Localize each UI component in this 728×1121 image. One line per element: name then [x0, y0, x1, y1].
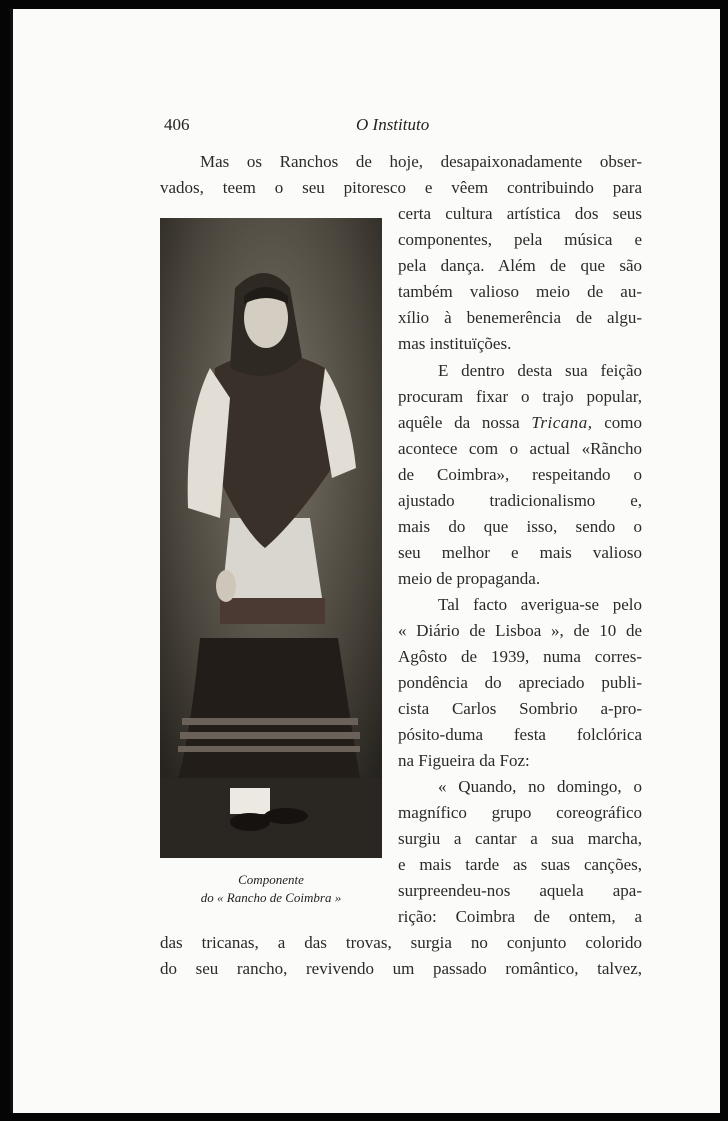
text-line: rição: Coimbra de ontem, a: [398, 907, 642, 926]
paragraph-3: [398, 592, 642, 774]
text-line: Agôsto de 1939, numa corres-: [398, 647, 642, 666]
text-line: componentes, pela música e: [398, 230, 642, 249]
text-fragment: aquêle da nossa: [398, 413, 532, 432]
text-line: na Figueira da Foz:: [398, 751, 530, 770]
text-line: ajustado tradicionalismo e,: [398, 491, 642, 510]
scanned-page: [10, 9, 720, 1113]
text-line: [398, 410, 642, 436]
portrait-photograph: [160, 218, 382, 858]
paragraph-1: [160, 149, 642, 201]
text-line: cista Carlos Sombrio a-pro-: [398, 699, 642, 718]
text-line: das tricanas, a das trovas, surgia no conjunto colorido: [160, 933, 642, 952]
text-line: pósito-duma festa folclórica: [398, 725, 642, 744]
text-line: surgiu a cantar a sua marcha,: [398, 829, 642, 848]
text-line: « Quando, no domingo, o: [438, 777, 642, 796]
text-line: « Diário de Lisboa », de 10 de: [398, 621, 642, 640]
paragraph-2: [398, 358, 642, 592]
text-line: E dentro desta sua feição: [438, 361, 642, 380]
paragraph-1-continued: [398, 201, 642, 357]
text-fragment: como: [592, 413, 642, 432]
text-line: procuram fixar o trajo popular,: [398, 387, 642, 406]
text-line: seu melhor e mais valioso: [398, 543, 642, 562]
text-line: vados, teem o seu pitoresco e vêem contribuindo para: [160, 178, 642, 197]
page-edge-shadow: [10, 9, 13, 1113]
text-line: acontece com o actual «Rãncho: [398, 439, 642, 458]
text-line: de Coimbra», respeitando o: [398, 465, 642, 484]
text-line: mais do que isso, sendo o: [398, 517, 642, 536]
caption-line: do « Rancho de Coimbra »: [200, 890, 342, 905]
page-number: 406: [164, 115, 190, 134]
running-header: [10, 106, 720, 136]
text-line: meio de propaganda.: [398, 569, 541, 588]
text-line: pondência do apreciado publi-: [398, 673, 642, 692]
paragraph-4-continued: [160, 930, 642, 982]
text-line: e mais tarde as suas canções,: [398, 855, 642, 874]
text-line: do seu rancho, revivendo um passado romântico, talvez,: [160, 959, 642, 978]
text-line: também valioso meio de au-: [398, 282, 642, 301]
text-line: magnífico grupo coreográfico: [398, 803, 642, 822]
figure-caption: [160, 871, 382, 907]
text-line: pela dança. Além de que são: [398, 256, 642, 275]
text-line: mas instituïções.: [398, 334, 512, 353]
running-title: O Instituto: [356, 115, 430, 134]
text-line: xílio à benemerência de algu-: [398, 308, 642, 327]
tricana-italic: Tricana,: [531, 413, 593, 432]
portrait-figure-illustration: [160, 218, 382, 858]
text-line: Mas os Ranchos de hoje, desapaixonadamente obser-: [200, 152, 642, 171]
text-line: surpreendeu-nos aquela apa-: [398, 881, 642, 900]
paragraph-4: [398, 774, 642, 930]
text-line: Tal facto averigua-se pelo: [438, 595, 642, 614]
text-line: certa cultura artística dos seus: [398, 204, 642, 223]
caption-line: Componente: [238, 872, 304, 887]
